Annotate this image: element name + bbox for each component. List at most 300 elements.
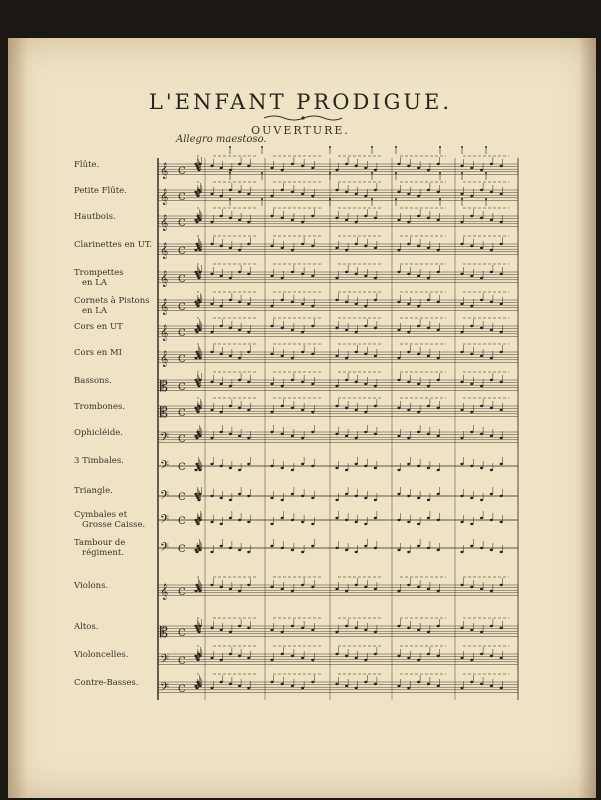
note-head (500, 463, 503, 465)
note-head (407, 521, 410, 523)
note-head (397, 519, 400, 521)
note-head (364, 353, 367, 355)
time-signature: C (178, 434, 186, 445)
note-head (470, 681, 473, 683)
note-head (270, 545, 273, 547)
note-head (345, 655, 348, 657)
note-head (238, 493, 241, 495)
note-head (220, 629, 223, 631)
note-head (480, 405, 483, 407)
note-head (397, 357, 400, 359)
note-head (355, 243, 358, 245)
note-head (355, 627, 358, 629)
note-head (301, 627, 304, 629)
instrument-label-text: Tambour de (74, 538, 126, 548)
note-head (291, 379, 294, 381)
note-head (355, 495, 358, 497)
note-head (220, 275, 223, 277)
note-head (197, 499, 200, 501)
note-head (374, 653, 377, 655)
note-head (238, 435, 241, 437)
note-head (427, 277, 430, 279)
note-head (291, 329, 294, 331)
note-head (355, 165, 358, 167)
time-signature: C (178, 628, 186, 639)
note-head (335, 355, 338, 357)
note-head (197, 631, 200, 633)
note-head (355, 521, 358, 523)
note-head (490, 625, 493, 627)
note-head (480, 299, 483, 301)
note-head (355, 273, 358, 275)
note-head (247, 243, 250, 245)
note-head (270, 465, 273, 467)
note-head (281, 653, 284, 655)
note-head (437, 219, 440, 221)
note-head (311, 275, 314, 277)
note-head (335, 588, 338, 590)
note-head (345, 625, 348, 627)
note-head (345, 685, 348, 687)
note-head (355, 303, 358, 305)
note-head (490, 249, 493, 251)
note-head (480, 653, 483, 655)
note-head (229, 385, 232, 387)
note-head (238, 549, 241, 551)
note-head (291, 163, 294, 165)
note-head (220, 411, 223, 413)
note-head (437, 549, 440, 551)
accent-dot (329, 198, 331, 200)
note-head (364, 586, 367, 588)
note-head (229, 653, 232, 655)
clef-icon: 𝄞 (160, 351, 169, 367)
note-head (437, 685, 440, 687)
note-head (281, 299, 284, 301)
note-head (427, 299, 430, 301)
note-head (311, 353, 314, 355)
note-head (460, 495, 463, 497)
note-head (480, 217, 483, 219)
note-head (220, 545, 223, 547)
note-head (247, 463, 250, 465)
note-head (229, 277, 232, 279)
note-head (210, 165, 213, 167)
note-head (270, 167, 273, 169)
note-head (500, 687, 503, 689)
accent-dot (329, 172, 331, 174)
note-head (291, 249, 294, 251)
note-head (229, 499, 232, 501)
accent-dot (439, 146, 441, 148)
note-head (407, 627, 410, 629)
clef-icon: 𝄢 (160, 653, 170, 669)
note-head (247, 221, 250, 223)
note-head (291, 685, 294, 687)
note-head (437, 655, 440, 657)
note-head (417, 275, 420, 277)
note-head (437, 163, 440, 165)
note-head (220, 215, 223, 217)
accent-dot (261, 198, 263, 200)
instrument-label-text: Hautbois. (74, 212, 116, 222)
note-head (198, 685, 201, 687)
note-head (490, 191, 493, 193)
note-head (229, 631, 232, 633)
note-head (397, 379, 400, 381)
note-head (229, 467, 232, 469)
note-head (470, 195, 473, 197)
accent-dot (395, 146, 397, 148)
note-head (270, 659, 273, 661)
note-head (364, 411, 367, 413)
note-head (270, 497, 273, 499)
note-head (355, 381, 358, 383)
note-head (270, 305, 273, 307)
note-head (196, 523, 199, 525)
note-head (500, 627, 503, 629)
note-head (490, 435, 493, 437)
note-head (311, 523, 314, 525)
note-head (238, 379, 241, 381)
note-head (210, 351, 213, 353)
instrument-label-subtext: en LA (82, 306, 107, 316)
clef-icon: 𝄞 (160, 243, 169, 259)
note-head (427, 189, 430, 191)
note-head (500, 551, 503, 553)
note-head (480, 683, 483, 685)
note-head (427, 653, 430, 655)
instrument-label-text: Violons. (74, 581, 109, 591)
time-signature: C (178, 302, 186, 313)
note-head (270, 215, 273, 217)
note-head (460, 463, 463, 465)
note-head (417, 353, 420, 355)
note-head (374, 355, 377, 357)
note-head (210, 551, 213, 553)
note-head (397, 685, 400, 687)
note-head (460, 303, 463, 305)
note-head (427, 217, 430, 219)
note-head (291, 219, 294, 221)
note-head (500, 351, 503, 353)
note-head (345, 590, 348, 592)
time-signature: C (178, 587, 186, 598)
note-head (374, 247, 377, 249)
note-head (397, 219, 400, 221)
note-head (291, 191, 294, 193)
note-head (220, 586, 223, 588)
time-signature: C (178, 166, 186, 177)
note-head (281, 327, 284, 329)
note-head (460, 243, 463, 245)
score-title: L'ENFANT PRODIGUE. (148, 90, 453, 114)
note-head (427, 385, 430, 387)
note-head (238, 590, 241, 592)
note-head (198, 219, 201, 221)
note-head (281, 189, 284, 191)
note-head (490, 379, 493, 381)
note-head (311, 195, 314, 197)
note-head (490, 357, 493, 359)
note-head (210, 303, 213, 305)
note-head (270, 325, 273, 327)
note-head (195, 221, 198, 223)
note-head (374, 631, 377, 633)
note-head (345, 249, 348, 251)
note-head (490, 163, 493, 165)
note-head (500, 409, 503, 411)
note-head (311, 325, 314, 327)
note-head (490, 590, 493, 592)
accent-dot (371, 146, 373, 148)
note-head (198, 357, 201, 359)
note-head (355, 463, 358, 465)
note-head (335, 299, 338, 301)
note-head (247, 627, 250, 629)
note-head (311, 167, 314, 169)
note-head (335, 683, 338, 685)
note-head (229, 189, 232, 191)
note-head (364, 383, 367, 385)
instrument-label-text: Cymbales et (74, 510, 128, 520)
note-head (270, 629, 273, 631)
accent-dot (461, 146, 463, 148)
note-head (417, 167, 420, 169)
note-head (460, 551, 463, 553)
note-head (210, 243, 213, 245)
note-head (335, 467, 338, 469)
instrument-label-text: Petite Flûte. (74, 186, 127, 196)
note-head (397, 625, 400, 627)
note-head (407, 551, 410, 553)
note-head (220, 681, 223, 683)
note-head (397, 435, 400, 437)
note-head (407, 409, 410, 411)
note-head (247, 495, 250, 497)
note-head (460, 351, 463, 353)
note-head (247, 351, 250, 353)
note-head (417, 431, 420, 433)
note-head (194, 357, 197, 359)
note-head (470, 411, 473, 413)
note-head (270, 411, 273, 413)
note-head (195, 551, 198, 553)
note-head (490, 549, 493, 551)
note-head (238, 519, 241, 521)
note-head (437, 407, 440, 409)
note-head (198, 590, 201, 592)
note-head (210, 521, 213, 523)
time-signature: C (178, 274, 186, 285)
note-head (291, 549, 294, 551)
note-head (270, 681, 273, 683)
note-head (197, 169, 200, 171)
note-head (374, 467, 377, 469)
note-head (407, 657, 410, 659)
note-head (374, 385, 377, 387)
note-head (364, 465, 367, 467)
note-head (198, 407, 201, 409)
instrument-label-subtext: régiment. (82, 548, 124, 558)
note-head (417, 545, 420, 547)
note-head (437, 590, 440, 592)
note-head (355, 657, 358, 659)
note-head (247, 687, 250, 689)
note-head (345, 493, 348, 495)
note-head (364, 629, 367, 631)
note-head (417, 659, 420, 661)
note-head (238, 191, 241, 193)
note-head (220, 383, 223, 385)
note-head (196, 659, 199, 661)
note-head (345, 301, 348, 303)
note-head (374, 433, 377, 435)
note-head (210, 437, 213, 439)
note-head (397, 590, 400, 592)
note-head (480, 588, 483, 590)
note-head (355, 221, 358, 223)
instrument-label-text: Cors en UT (74, 322, 123, 332)
note-head (291, 271, 294, 273)
note-head (281, 405, 284, 407)
note-head (364, 275, 367, 277)
note-head (247, 657, 250, 659)
clef-icon: 𝄢 (160, 681, 170, 697)
note-head (238, 249, 241, 251)
note-head (480, 467, 483, 469)
note-head (335, 385, 338, 387)
note-head (281, 547, 284, 549)
note-head (311, 431, 314, 433)
clef-icon: 𝄢 (160, 541, 170, 557)
note-head (374, 405, 377, 407)
time-signature: C (178, 408, 186, 419)
note-head (311, 245, 314, 247)
time-signature: C (178, 382, 186, 393)
note-head (355, 437, 358, 439)
note-head (417, 681, 420, 683)
note-head (281, 631, 284, 633)
note-head (470, 659, 473, 661)
accent-dot (461, 172, 463, 174)
note-head (490, 493, 493, 495)
note-head (238, 407, 241, 409)
note-head (470, 383, 473, 385)
note-head (364, 431, 367, 433)
note-head (460, 165, 463, 167)
time-signature: C (178, 516, 186, 527)
note-head (281, 355, 284, 357)
note-head (480, 385, 483, 387)
note-head (335, 631, 338, 633)
note-head (301, 243, 304, 245)
note-head (198, 329, 201, 331)
note-head (335, 189, 338, 191)
note-head (417, 497, 420, 499)
note-head (335, 277, 338, 279)
note-head (229, 588, 232, 590)
note-head (490, 469, 493, 471)
note-head (407, 351, 410, 353)
note-head (210, 331, 213, 333)
note-head (198, 435, 201, 437)
note-head (490, 301, 493, 303)
clef-icon: 𝄞 (160, 325, 169, 341)
note-head (490, 519, 493, 521)
note-head (374, 169, 377, 171)
note-head (480, 247, 483, 249)
note-head (490, 685, 493, 687)
clef-icon: 𝄢 (160, 459, 170, 475)
note-head (194, 249, 197, 251)
accent-dot (261, 172, 263, 174)
note-head (500, 495, 503, 497)
note-head (210, 463, 213, 465)
note-head (437, 271, 440, 273)
note-head (196, 195, 199, 197)
clef-icon: 𝄡 (160, 625, 168, 641)
note-head (470, 275, 473, 277)
note-head (364, 325, 367, 327)
accent-dot (395, 198, 397, 200)
note-head (374, 683, 377, 685)
clef-icon: 𝄡 (160, 379, 168, 395)
note-head (460, 687, 463, 689)
note-head (374, 499, 377, 501)
accent-dot (461, 198, 463, 200)
note-head (301, 381, 304, 383)
note-head (345, 163, 348, 165)
instrument-label-subtext: Grosse Caisse. (82, 520, 146, 530)
note-head (345, 407, 348, 409)
note-head (364, 545, 367, 547)
note-head (427, 588, 430, 590)
note-head (270, 275, 273, 277)
instrument-label-text: Triangle. (74, 486, 113, 496)
clef-icon: 𝄢 (160, 489, 170, 505)
note-head (470, 431, 473, 433)
note-head (220, 195, 223, 197)
note-head (374, 277, 377, 279)
note-head (291, 357, 294, 359)
instrument-label-text: Ophicléide. (74, 428, 124, 438)
note-head (335, 217, 338, 219)
accent-dot (439, 172, 441, 174)
note-head (355, 687, 358, 689)
note-head (220, 465, 223, 467)
note-head (194, 590, 197, 592)
time-signature: C (178, 462, 186, 473)
note-head (247, 303, 250, 305)
note-head (397, 249, 400, 251)
note-head (345, 271, 348, 273)
note-head (238, 271, 241, 273)
clef-icon: 𝄢 (160, 431, 170, 447)
note-head (437, 329, 440, 331)
note-head (470, 305, 473, 307)
note-head (427, 327, 430, 329)
note-head (364, 305, 367, 307)
note-head (210, 409, 213, 411)
note-head (281, 499, 284, 501)
note-head (470, 245, 473, 247)
note-head (470, 167, 473, 169)
note-head (301, 193, 304, 195)
note-head (407, 463, 410, 465)
note-head (210, 495, 213, 497)
note-head (247, 584, 250, 586)
